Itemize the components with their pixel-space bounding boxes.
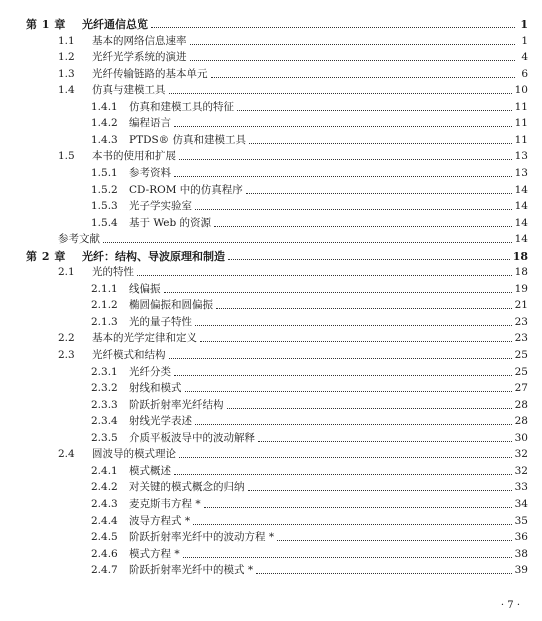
dot-leader [258,441,512,442]
toc-entry-number: 2.1.2 [91,299,118,312]
toc-entry-title: PTDS® 仿真和建模工具 [129,133,247,146]
toc-entry-row [0,444,542,461]
toc-entry-row [0,411,542,428]
dot-leader [190,44,516,45]
toc-entry-number: 第 2 章 [26,249,66,263]
toc-entry-row [0,196,542,213]
dot-leader [204,507,512,508]
toc-entry-row [0,477,542,494]
dot-leader [103,242,512,243]
toc-entry-title: 麦克斯韦方程 * [129,497,201,510]
toc-entry-number: 1.4.2 [91,117,118,130]
dot-leader [183,557,512,558]
dot-leader [246,193,512,194]
toc-entry-row [0,560,542,577]
toc-entry-number: 2.4.3 [91,497,118,510]
toc-page-number: 4 [521,51,528,64]
toc-entry-row [0,47,542,64]
dot-leader [228,259,510,260]
toc-entry-title: 射线光学表述 [129,415,192,428]
toc-entry-title: 光纤传输链路的基本单元 [92,67,208,80]
dot-leader [169,358,512,359]
dot-leader [193,524,512,525]
dot-leader [248,490,512,491]
toc-page-number: 13 [514,150,528,163]
toc-entry-title: 光纤光学系统的演进 [92,51,187,64]
toc-page-number: 11 [514,117,528,130]
toc-page-number: 32 [514,448,528,461]
toc-entry-row [0,180,542,197]
toc-entry-number: 1.5 [58,150,75,163]
toc-entry-title: 基于 Web 的资源 [129,216,212,229]
toc-entry-row [0,494,542,511]
toc-page-number: 34 [514,497,528,510]
toc-entry-number: 参考文献 [58,233,100,246]
dot-leader [216,308,512,309]
toc-entry-title: 阶跃折射率光纤结构 [129,398,224,411]
toc-entry-number: 1.4 [58,84,75,97]
toc-entry-row [0,511,542,528]
toc-page-number: 14 [514,200,528,213]
toc-entry-row [0,146,542,163]
toc-page-number: 18 [512,249,528,263]
dot-leader [179,457,512,458]
toc-entry-number: 2.3.5 [91,431,118,444]
toc-page-number: 28 [514,415,528,428]
dot-leader [185,391,512,392]
toc-entry-title: 圆波导的模式理论 [92,448,176,461]
toc-page-number: 14 [514,183,528,196]
toc-entry-row [0,295,542,312]
toc-entry-title: 介质平板波导中的波动解释 [129,431,255,444]
toc-entry-title: 模式概述 [129,464,171,477]
dot-leader [256,573,512,574]
toc-entry-number: 第 1 章 [26,18,66,31]
toc-entry-title: 基本的网络信息速率 [92,34,187,47]
toc-page-number: 19 [514,282,528,295]
toc-entry-title: 阶跃折射率光纤中的波动方程 * [129,531,275,544]
toc-entry-row [0,213,542,230]
dot-leader [164,292,512,293]
dot-leader [195,209,512,210]
dot-leader [174,375,512,376]
toc-entry-number: 1.5.3 [91,200,118,213]
toc-entry-title: 对关键的模式概念的归纳 [129,481,245,494]
dot-leader [174,176,512,177]
toc-entry-title: 光纤分类 [129,365,171,378]
toc-entry-title: 参考资料 [129,166,171,179]
dot-leader [211,77,516,78]
toc-page-number: 23 [514,332,528,345]
toc-page-number: 30 [514,431,528,444]
toc-entry-row [0,527,542,544]
dot-leader [195,424,512,425]
toc-entry-number: 1.2 [58,51,75,64]
toc-entry-title: 光的量子特性 [129,315,192,328]
toc-page-number: 23 [514,315,528,328]
toc-entry-number: 2.3.4 [91,415,118,428]
toc-entry-title: 仿真和建模工具的特征 [129,100,234,113]
toc-page-number: 10 [514,84,528,97]
dot-leader [195,325,512,326]
toc-page-number: 21 [514,299,528,312]
toc-page-number: 14 [514,233,528,246]
toc-entry-number: 2.4.6 [91,547,118,560]
toc-entry-row [0,163,542,180]
toc-page-number: 18 [514,266,528,279]
toc-entry-row [0,31,542,48]
dot-leader [277,540,512,541]
toc-entry-number: 1.5.4 [91,216,118,229]
toc-entry-title: 编程语言 [129,117,171,130]
toc-entry-title: 仿真与建模工具 [92,84,166,97]
toc-entry-title: CD-ROM 中的仿真程序 [129,183,243,196]
toc-page-number: 14 [514,216,528,229]
toc-page-number: 11 [514,133,528,146]
toc-entry-number: 2.1.3 [91,315,118,328]
dot-leader [227,408,512,409]
toc-entry-number: 1.4.3 [91,133,118,146]
toc-entry-number: 2.1.1 [91,282,118,295]
toc-page-number: 11 [514,100,528,113]
toc-entry-number: 2.3.3 [91,398,118,411]
toc-page-number: 39 [514,564,528,577]
toc-page-number: 25 [514,365,528,378]
toc-entry-number: 1.4.1 [91,100,118,113]
toc-entry-number: 2.4.1 [91,464,118,477]
dot-leader [174,474,512,475]
toc-entry-number: 2.3.2 [91,382,118,395]
dot-leader [151,27,515,28]
dot-leader [249,143,512,144]
toc-page-number: 25 [514,349,528,361]
toc-entry-number: 2.3.1 [91,365,118,378]
toc-entry-number: 1.5.2 [91,183,118,196]
toc-entry-number: 2.4.2 [91,481,118,494]
toc-entry-number: 2.4.7 [91,564,118,577]
toc-page-number: 35 [514,514,528,527]
toc-page-number: 36 [514,531,528,544]
toc-entry-row [0,312,542,329]
toc-entry-row [0,345,542,362]
dot-leader [190,60,516,61]
toc-entry-title: 阶跃折射率光纤中的模式 * [129,564,254,577]
toc-entry-row [0,544,542,561]
toc-entry-title: 基本的光学定律和定义 [92,332,197,345]
toc-entry-row [0,428,542,445]
toc-entry-title: 波导方程式 * [129,514,191,527]
toc-entry-number: 2.3 [58,349,75,361]
toc-page-number: 6 [521,67,528,80]
toc-entry-row [0,279,542,296]
toc-page-number: 13 [514,166,528,179]
toc-entry-row [0,328,542,345]
toc-entry-number: 2.1 [58,266,75,279]
dot-leader [179,159,512,160]
toc-entry-row [0,97,542,114]
toc-entry-number: 2.4.5 [91,531,118,544]
toc-entry-row [0,378,542,395]
toc-entry-title: 线偏振 [129,282,161,295]
toc-entry-title: 光纤模式和结构 [92,349,166,361]
toc-entry-number: 1.5.1 [91,166,118,179]
toc-page-number: 33 [514,481,528,494]
toc-page-number: 1 [520,18,528,31]
toc-page-number: 38 [514,547,528,560]
toc-entry-title: 椭圆偏振和圆偏振 [129,299,213,312]
toc-entry-row [0,113,542,130]
toc-chapter-row [0,14,542,31]
toc-entry-row [0,80,542,97]
dot-leader [200,341,512,342]
toc-entry-row [0,395,542,412]
page-number: · 7 · [500,600,520,611]
dot-leader [169,93,512,94]
dot-leader [137,275,512,276]
toc-chapter-row [0,246,542,263]
toc-entry-row [0,362,542,379]
toc-entry-title: 本书的使用和扩展 [92,150,176,163]
toc-entry-title: 光子学实验室 [129,200,192,213]
dot-leader [237,110,512,111]
toc-entry-title: 光纤通信总览 [82,18,148,31]
toc-entry-title: 光的特性 [92,266,134,279]
toc-entry-row [0,262,542,279]
toc-entry-title: 光纤：结构、导波原理和制造 [82,249,225,263]
toc-entry-number: 2.4.4 [91,514,118,527]
toc-page-number: 27 [514,382,528,395]
toc-entry-title: 模式方程 * [129,547,180,560]
toc-entry-row [0,461,542,478]
toc-page-number: 1 [521,34,528,47]
toc-entry-row [0,130,542,147]
toc-page-number: 32 [514,464,528,477]
dot-leader [214,226,512,227]
toc-entry-number: 1.1 [58,34,75,47]
dot-leader [174,126,512,127]
toc-entry-row [0,64,542,81]
toc-entry-title: 射线和模式 [129,382,182,395]
toc-entry-number: 1.3 [58,67,75,80]
toc-entry-number: 2.2 [58,332,75,345]
toc-page-number: 28 [514,398,528,411]
toc-entry-number: 2.4 [58,448,75,461]
toc-entry-row [0,229,542,246]
